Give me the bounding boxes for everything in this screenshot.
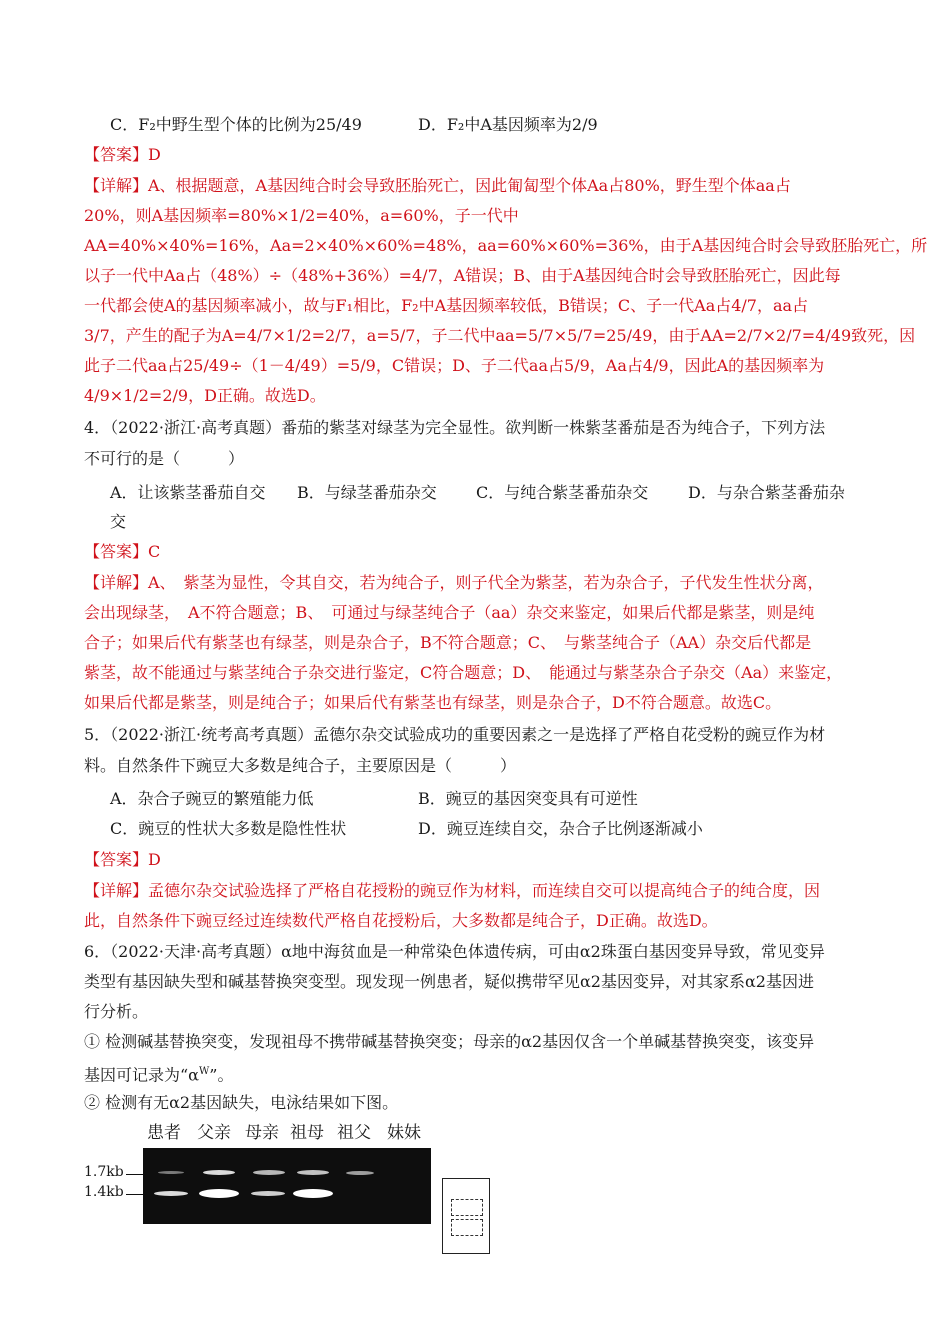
q5-option-d: D．豌豆连续自交，杂合子比例逐渐减小 (418, 819, 703, 838)
q4-explain-line: 如果后代都是紫茎，则是纯合子；如果后代有紫茎也有绿茎，则是杂合子，D不符合题意。故选C。 (84, 693, 782, 712)
q3-answer: 【答案】D (84, 145, 161, 164)
marker-tick-lower (126, 1194, 143, 1195)
band-father-upper (203, 1170, 235, 1175)
q4-option-b: B．与绿茎番茄杂交 (297, 483, 437, 502)
q3-explain-line: 一代都会使A的基因频率减小，故与F₁相比，F₂中A基因频率较低，B错误；C、子一代Aa占4/7，aa占 (84, 296, 809, 315)
lane-label-grandfather: 祖父 (337, 1123, 371, 1143)
q3-explain-line: 【详解】A、根据题意，A基因纯合时会导致胚胎死亡，因此匍匐型个体Aa占80%，野生型个体aa占 (84, 176, 791, 195)
q3-explain-line: 3/7，产生的配子为A=4/7×1/2=2/7，a=5/7，子二代中aa=5/7×5/7=25/49，由于AA=2/7×2/7=4/49致死，因 (84, 326, 916, 345)
sister-lane-blank (442, 1178, 490, 1254)
q4-stem: 4．（2022·浙江·高考真题）番茄的紫茎对绿茎为完全显性。欲判断一株紫茎番茄是否为纯合子，下列方法 (84, 418, 826, 437)
q6-stem: 类型有基因缺失型和碱基替换突变型。现发现一例患者，疑似携带罕见α2基因变异，对其家系α2基因进 (84, 972, 814, 991)
q4-explain-line: 紫茎，故不能通过与紫茎纯合子杂交进行鉴定，C符合题意；D、 能通过与紫茎杂合子杂交（Aa）来鉴定， (84, 663, 843, 682)
q3-explain-line: 此子二代aa占25/49÷（1－4/49）=5/9，C错误；D、子二代aa占5/9，Aa占4/9，因此A的基因频率为 (84, 356, 825, 375)
q6-stem: 6．（2022·天津·高考真题）α地中海贫血是一种常染色体遗传病，可由α2珠蛋白基因变异导致，常见变异 (84, 942, 825, 961)
marker-label-upper: 1.7kb (84, 1164, 124, 1180)
q5-explain-line: 此，自然条件下豌豆经过连续数代严格自花授粉后，大多数都是纯合子，D正确。故选D。 (84, 911, 718, 930)
q5-option-c: C．豌豆的性状大多数是隐性性状 (110, 819, 347, 838)
q3-explain-line: AA=40%×40%=16%，Aa=2×40%×60%=48%，aa=60%×60%=36%，由于A基因纯合时会导致胚胎死亡，所 (84, 236, 928, 255)
lane-label-patient: 患者 (147, 1123, 181, 1143)
q4-option-d-continued: 交 (110, 512, 127, 531)
q6-item-1-continued: 基因可记录为“$\alpha^W$”。 (84, 1065, 234, 1085)
q3-explain-line: 以子一代中Aa占（48%）÷（48%+36%）=4/7，A错误；B、由于A基因纯合时会导致胚胎死亡，因此每 (84, 266, 841, 285)
q6-item-2: ② 检测有无α2基因缺失，电泳结果如下图。 (84, 1093, 399, 1112)
marker-label-lower: 1.4kb (84, 1184, 124, 1200)
q5-stem: 5．（2022·浙江·统考高考真题）孟德尔杂交试验成功的重要因素之一是选择了严格自花受粉的豌豆作为材 (84, 725, 826, 744)
sister-upper-dashed-box (451, 1199, 483, 1216)
band-patient-upper (158, 1171, 184, 1174)
band-grandmother-upper (297, 1170, 329, 1175)
band-father-lower (199, 1189, 239, 1198)
q3-explain-line: 4/9×1/2=2/9，D正确。故选D。 (84, 386, 326, 405)
q6-stem: 行分析。 (84, 1002, 149, 1021)
gel-electrophoresis-figure (84, 1118, 444, 1228)
lane-label-mother: 母亲 (245, 1123, 279, 1143)
q5-stem: 料。自然条件下豌豆大多数是纯合子，主要原因是（ ） (84, 756, 517, 775)
q3-option-d: D．F₂中A基因频率为2/9 (418, 115, 598, 134)
q4-explain-line: 【详解】A、 紫茎为显性，令其自交，若为纯合子，则子代全为紫茎，若为杂合子，子代发生性状分离， (84, 573, 824, 592)
q4-explain-line: 合子；如果后代有紫茎也有绿茎，则是杂合子，B不符合题意；C、 与紫茎纯合子（AA）杂交后代都是 (84, 633, 812, 652)
q4-option-d: D．与杂合紫茎番茄杂 (688, 483, 845, 502)
q4-explain-line: 会出现绿茎， A不符合题意；B、 可通过与绿茎纯合子（aa）杂交来鉴定，如果后代都是紫茎，则是纯 (84, 603, 815, 622)
band-grandfather-upper (346, 1171, 374, 1175)
lane-label-sister: 妹妹 (387, 1123, 421, 1143)
q5-answer: 【答案】D (84, 850, 161, 869)
band-patient-lower (154, 1191, 188, 1196)
gel-image (143, 1148, 431, 1224)
band-mother-lower (251, 1191, 285, 1196)
q4-stem: 不可行的是（ ） (84, 449, 245, 468)
sister-lower-dashed-box (451, 1219, 483, 1236)
q4-option-a: A．让该紫茎番茄自交 (110, 483, 266, 502)
q4-option-c: C．与纯合紫茎番茄杂交 (476, 483, 649, 502)
q4-answer: 【答案】C (84, 542, 161, 561)
marker-tick-upper (126, 1174, 143, 1175)
q5-option-b: B．豌豆的基因突变具有可逆性 (418, 789, 638, 808)
q3-explain-line: 20%，则A基因频率=80%×1/2=40%，a=60%，子一代中 (84, 206, 519, 225)
band-grandmother-lower (293, 1189, 333, 1198)
band-mother-upper (253, 1170, 285, 1175)
q5-explain-line: 【详解】孟德尔杂交试验选择了严格自花授粉的豌豆作为材料，而连续自交可以提高纯合子的纯合度，因 (84, 881, 821, 900)
lane-label-father: 父亲 (197, 1123, 231, 1143)
q6-item-1: ① 检测碱基替换突变，发现祖母不携带碱基替换突变；母亲的α2基因仅含一个单碱基替换突变，该变异 (84, 1032, 815, 1051)
q3-option-c: C．F₂中野生型个体的比例为25/49 (110, 115, 362, 134)
lane-label-grandmother: 祖母 (290, 1123, 324, 1143)
q5-option-a: A．杂合子豌豆的繁殖能力低 (110, 789, 314, 808)
